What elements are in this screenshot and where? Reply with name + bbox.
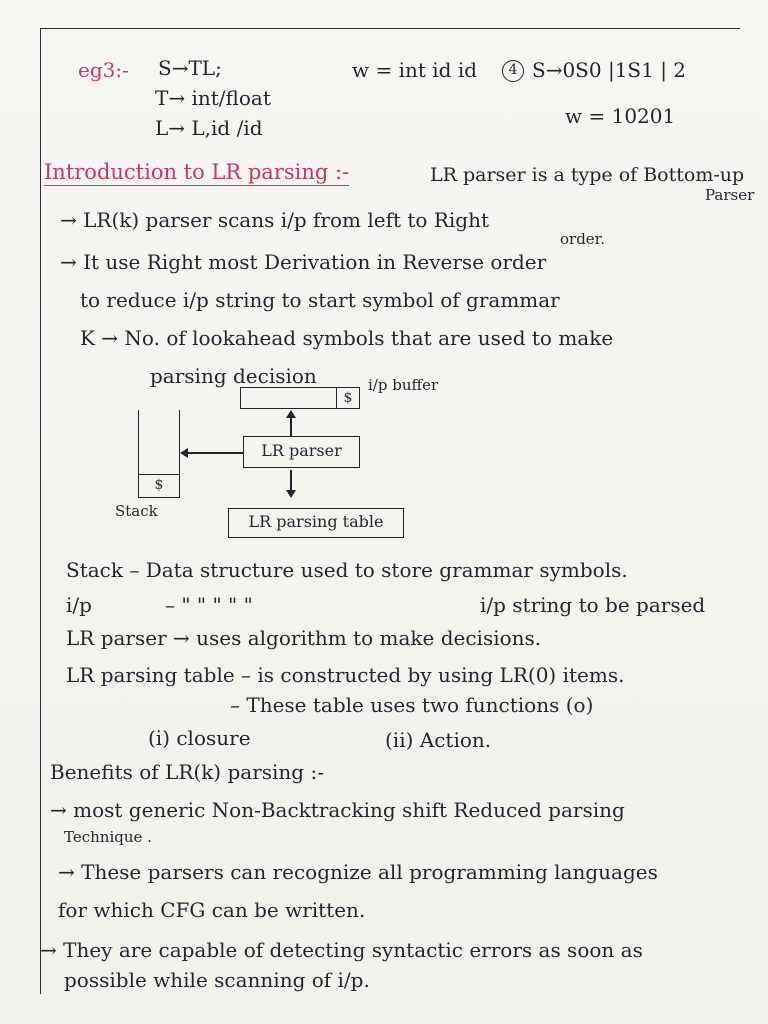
arrow-parser-to-table: [290, 470, 292, 492]
function-action: (ii) Action.: [385, 728, 492, 752]
definition-stack: Stack – Data structure used to store grammar symbols.: [66, 558, 628, 582]
benefit-2-cont: for which CFG can be written.: [58, 898, 366, 922]
grammar-rule-l: L→ L,id /id: [155, 116, 263, 140]
arrow-parser-to-stack: [186, 452, 243, 454]
section-title-intro: Introduction to LR parsing :-: [44, 160, 350, 184]
question-number-circle: 4: [502, 60, 524, 82]
intro-line-2: → It use Right most Derivation in Reverse order: [60, 250, 547, 274]
stack-container: [138, 410, 180, 498]
benefit-1-cont: Technique .: [64, 828, 152, 846]
example-label: eg3:-: [78, 58, 129, 82]
grammar-rule-s: S→TL;: [158, 56, 222, 80]
intro-line-1: → LR(k) parser scans i/p from left to Right: [60, 208, 489, 232]
benefit-2: → These parsers can recognize all programming languages: [58, 860, 658, 884]
definition-input-text: i/p string to be parsed: [480, 593, 706, 617]
intro-line-1b: order.: [560, 230, 605, 248]
intro-definition-cont: Parser: [705, 186, 755, 204]
arrow-left-icon: [180, 448, 188, 458]
arrow-up-icon: [286, 410, 296, 418]
input-buffer-label: i/p buffer: [368, 376, 439, 394]
lr-parser-box: LR parser: [243, 436, 360, 468]
input-buffer-box: [240, 387, 360, 409]
definition-parser: LR parser → uses algorithm to make decisions.: [66, 626, 542, 650]
intro-line-5: parsing decision: [150, 364, 317, 388]
arrow-parser-to-input: [290, 418, 292, 436]
stack-label: Stack: [115, 502, 158, 520]
definition-input-term: i/p: [66, 593, 92, 617]
benefit-1: → most generic Non-Backtracking shift Reduced parsing: [50, 798, 625, 822]
intro-line-4: K → No. of lookahead symbols that are used to make: [80, 326, 614, 350]
function-closure: (i) closure: [148, 726, 251, 750]
benefit-3: → They are capable of detecting syntactic errors as soon as: [40, 938, 643, 962]
benefits-title: Benefits of LR(k) parsing :-: [50, 760, 324, 784]
definition-functions: – These table uses two functions (o): [230, 693, 594, 717]
grammar-rule-s2: S→0S0 |1S1 | 2: [532, 58, 687, 82]
left-margin-line: [40, 28, 41, 994]
input-string-1: w = int id id: [352, 58, 478, 82]
arrow-down-icon: [286, 490, 296, 498]
lr-parsing-table-box: LR parsing table: [228, 508, 404, 538]
intro-line-3: to reduce i/p string to start symbol of grammar: [80, 288, 560, 312]
top-margin-line: [40, 28, 740, 29]
intro-definition: LR parser is a type of Bottom-up: [430, 164, 745, 186]
definition-input-ditto: – " " " " ": [165, 593, 253, 617]
definition-table: LR parsing table – is constructed by using LR(0) items.: [66, 663, 625, 687]
grammar-rule-t: T→ int/float: [155, 86, 271, 110]
stack-bottom-marker: $: [139, 474, 179, 497]
benefit-3-cont: possible while scanning of i/p.: [64, 968, 370, 992]
input-string-2: w = 10201: [565, 104, 676, 128]
input-end-marker: $: [336, 388, 359, 408]
